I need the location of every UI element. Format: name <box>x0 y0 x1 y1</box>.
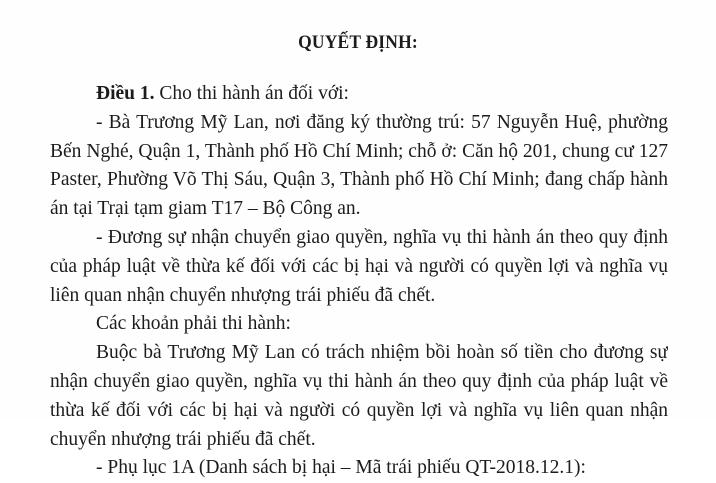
subject-line-3: Paster, Phường Võ Thị Sáu, Quận 3, Thành phố Hồ Chí Minh; đang chấp hành <box>50 169 668 191</box>
article-1-intro: Cho thi hành án đối với: <box>154 83 349 104</box>
subject-line-4: án tại Trại tạm giam T17 – Bộ Công an. <box>50 198 361 220</box>
appendix-1a-line: - Phụ lục 1A (Danh sách bị hại – Mã trái phiếu QT-2018.12.1): <box>96 457 586 479</box>
obligation-line-1: Buộc bà Trương Mỹ Lan có trách nhiệm bồi hoàn số tiền cho đương sự <box>96 342 668 364</box>
subject-line-2: Bến Nghé, Quận 1, Thành phố Hồ Chí Minh; chỗ ở: Căn hộ 201, chung cư 127 <box>50 140 668 162</box>
article-1-heading <box>50 80 668 109</box>
obligation-line-3: thừa kế đối với các bị hại và người có quyền lợi và nghĩa vụ liên quan nhận <box>50 399 668 421</box>
subject-line-1: - Bà Trương Mỹ Lan, nơi đăng ký thường trú: 57 Nguyễn Huệ, phường <box>96 111 668 133</box>
obligation-line-2: nhận chuyển giao quyền, nghĩa vụ thi hành án theo quy định của pháp luật về <box>50 370 668 392</box>
article-1-label: Điều 1. <box>96 83 155 104</box>
heir-line-3: liên quan nhận chuyển nhượng trái phiếu đã chết. <box>50 284 436 306</box>
heir-line-2: của pháp luật về thừa kế đối với các bị hại và người có quyền lợi và nghĩa vụ <box>50 255 668 277</box>
document-body <box>50 80 668 483</box>
obligations-heading: Các khoản phải thi hành: <box>96 313 291 335</box>
heir-line-1: - Đương sự nhận chuyển giao quyền, nghĩa vụ thi hành án theo quy định <box>96 226 668 248</box>
obligation-line-4: chuyển nhượng trái phiếu đã chết. <box>50 428 316 450</box>
document-title: QUYẾT ĐỊNH: <box>298 32 418 53</box>
